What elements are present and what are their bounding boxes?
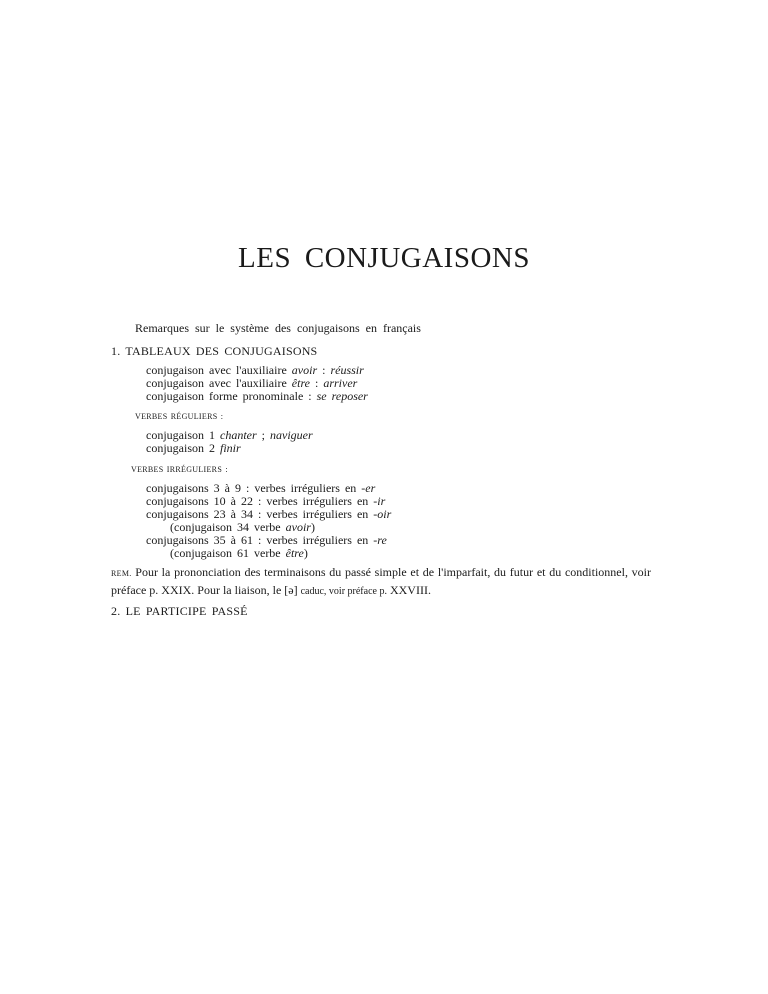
separator: :	[310, 376, 324, 390]
separator: ;	[256, 428, 270, 442]
verb-ending: -oir	[373, 507, 392, 521]
example-verb: avoir	[285, 520, 311, 534]
subheading-regular: VERBES RÉGULIERS :	[135, 412, 224, 421]
regular-line-text: conjugaison 2	[146, 441, 220, 455]
section-heading-tableaux: 1. TABLEAUX DES CONJUGAISONS	[111, 344, 318, 358]
aux-verb: avoir	[291, 363, 318, 377]
irregular-note-text: (conjugaison 61 verbe	[170, 546, 286, 560]
irregular-line-text: conjugaisons 35 à 61 : verbes irréguliers en	[146, 533, 374, 547]
remark-text-end: XXVIII.	[389, 583, 431, 597]
example-verb: réussir	[330, 363, 364, 377]
irregular-list	[146, 482, 391, 560]
example-verb: se reposer	[316, 389, 368, 403]
regular-line-text: conjugaison 1	[146, 428, 220, 442]
example-verb: être	[285, 546, 304, 560]
remark-label: REM.	[111, 569, 132, 578]
verb-ending: -re	[373, 533, 387, 547]
section-heading-participe: 2. LE PARTICIPE PASSÉ	[111, 604, 248, 618]
aux-line-text: conjugaison avec l'auxiliaire	[146, 376, 292, 390]
closing-paren: )	[310, 520, 315, 534]
closing-paren: )	[303, 546, 308, 560]
verb-ending: -ir	[373, 494, 386, 508]
irregular-line-text: conjugaisons 23 à 34 : verbes irréguliers en	[146, 507, 374, 521]
aux-line-text: conjugaison forme pronominale :	[146, 389, 317, 403]
subheading-irregular: VERBES IRRÉGULIERS :	[131, 465, 228, 474]
example-verb: finir	[220, 441, 241, 455]
remark-paragraph	[111, 564, 651, 600]
verb-ending: -er	[361, 481, 376, 495]
irregular-note-text: (conjugaison 34 verbe	[170, 520, 286, 534]
intro-text: Remarques sur le système des conjugaisons en français	[135, 321, 421, 335]
irregular-line-etre-note	[146, 547, 391, 560]
regular-list	[146, 429, 313, 455]
separator: :	[317, 363, 331, 377]
example-verb: arriver	[323, 376, 358, 390]
example-verb: chanter	[220, 428, 257, 442]
irregular-line-text: conjugaisons 10 à 22 : verbes irréguliers en	[146, 494, 374, 508]
remark-text: Pour la prononciation des terminaisons du passé simple et de l'imparfait, du futur et du conditionnel, voir préface p. XXIX. Pour la liaison, le [ə]	[111, 565, 652, 597]
aux-line-pronominale	[146, 390, 368, 403]
remark-text-small: caduc, voir préface p.	[300, 586, 387, 597]
aux-line-text: conjugaison avec l'auxiliaire	[146, 363, 292, 377]
regular-line-2	[146, 442, 313, 455]
auxiliary-list	[146, 364, 368, 403]
aux-verb: être	[291, 376, 310, 390]
page-title: LES CONJUGAISONS	[238, 242, 530, 274]
example-verb: naviguer	[270, 428, 313, 442]
irregular-line-text: conjugaisons 3 à 9 : verbes irréguliers en	[146, 481, 362, 495]
